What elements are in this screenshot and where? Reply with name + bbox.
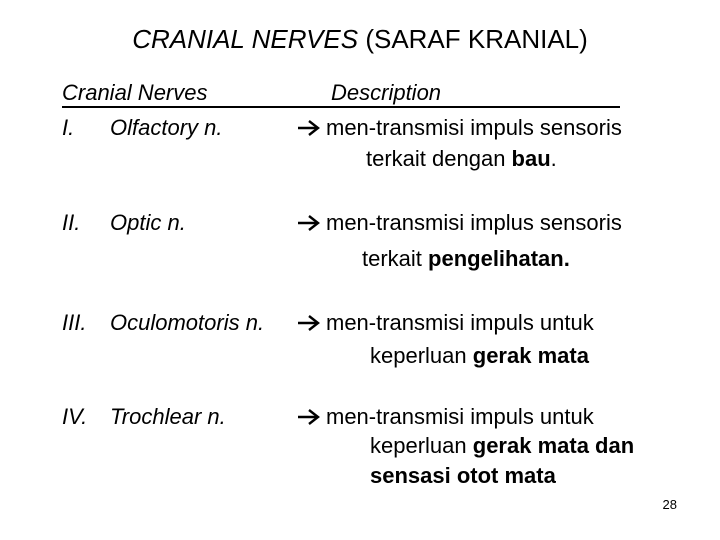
right-arrow-icon xyxy=(296,404,326,430)
row-1-line2-end: . xyxy=(550,146,557,171)
right-arrow-icon xyxy=(296,310,326,336)
row-4-name: Trochlear n. xyxy=(110,404,226,429)
row-2-numeral: II. xyxy=(62,210,81,235)
row-4-desc-line2 xyxy=(370,433,634,459)
row-1-desc-line1 xyxy=(296,115,622,141)
row-2-line1-text: men-transmisi implus sensoris xyxy=(326,210,622,235)
row-3-line2-bold: gerak mata xyxy=(472,343,589,368)
header-cranial-nerves: Cranial Nerves xyxy=(62,80,208,105)
row-2-line2-plain: terkait xyxy=(362,246,429,271)
row-4-line3-bold: sensasi otot mata xyxy=(370,463,556,488)
row-2-desc-line1 xyxy=(296,210,622,236)
row-4-desc-line3 xyxy=(370,463,556,489)
title-italic: CRANIAL NERVES xyxy=(132,24,359,54)
right-arrow-icon xyxy=(296,210,326,236)
row-1-line1-text: men-transmisi impuls sensoris xyxy=(326,115,622,140)
right-arrow-icon xyxy=(296,115,326,141)
slide-title xyxy=(0,24,720,55)
row-2-line2-bold: pengelihatan. xyxy=(428,246,570,271)
row-1-line2-bold: bau xyxy=(511,146,551,171)
row-1-desc-line2 xyxy=(366,146,557,172)
row-4-line1-text: men-transmisi impuls untuk xyxy=(326,404,594,429)
row-3-numeral: III. xyxy=(62,310,87,335)
row-3-desc-line2 xyxy=(370,343,589,369)
row-2-desc-line2 xyxy=(362,246,570,272)
row-1-line2-plain: terkait dengan xyxy=(366,146,512,171)
row-4-line2-bold: gerak mata dan xyxy=(472,433,635,458)
row-3-name: Oculomotoris n. xyxy=(110,310,265,335)
row-4-line2-plain: keperluan xyxy=(370,433,473,458)
row-3-line1-text: men-transmisi impuls untuk xyxy=(326,310,594,335)
row-4-numeral: IV. xyxy=(62,404,88,429)
row-1-numeral: I. xyxy=(62,115,75,140)
title-plain: (SARAF KRANIAL) xyxy=(358,24,588,54)
row-4-desc-line1 xyxy=(296,404,594,430)
header-description: Description xyxy=(331,80,442,105)
page-number: 28 xyxy=(662,497,677,512)
row-1-name: Olfactory n. xyxy=(110,115,223,140)
row-3-desc-line1 xyxy=(296,310,594,336)
row-3-line2-plain: keperluan xyxy=(370,343,473,368)
row-2-name: Optic n. xyxy=(110,210,186,235)
